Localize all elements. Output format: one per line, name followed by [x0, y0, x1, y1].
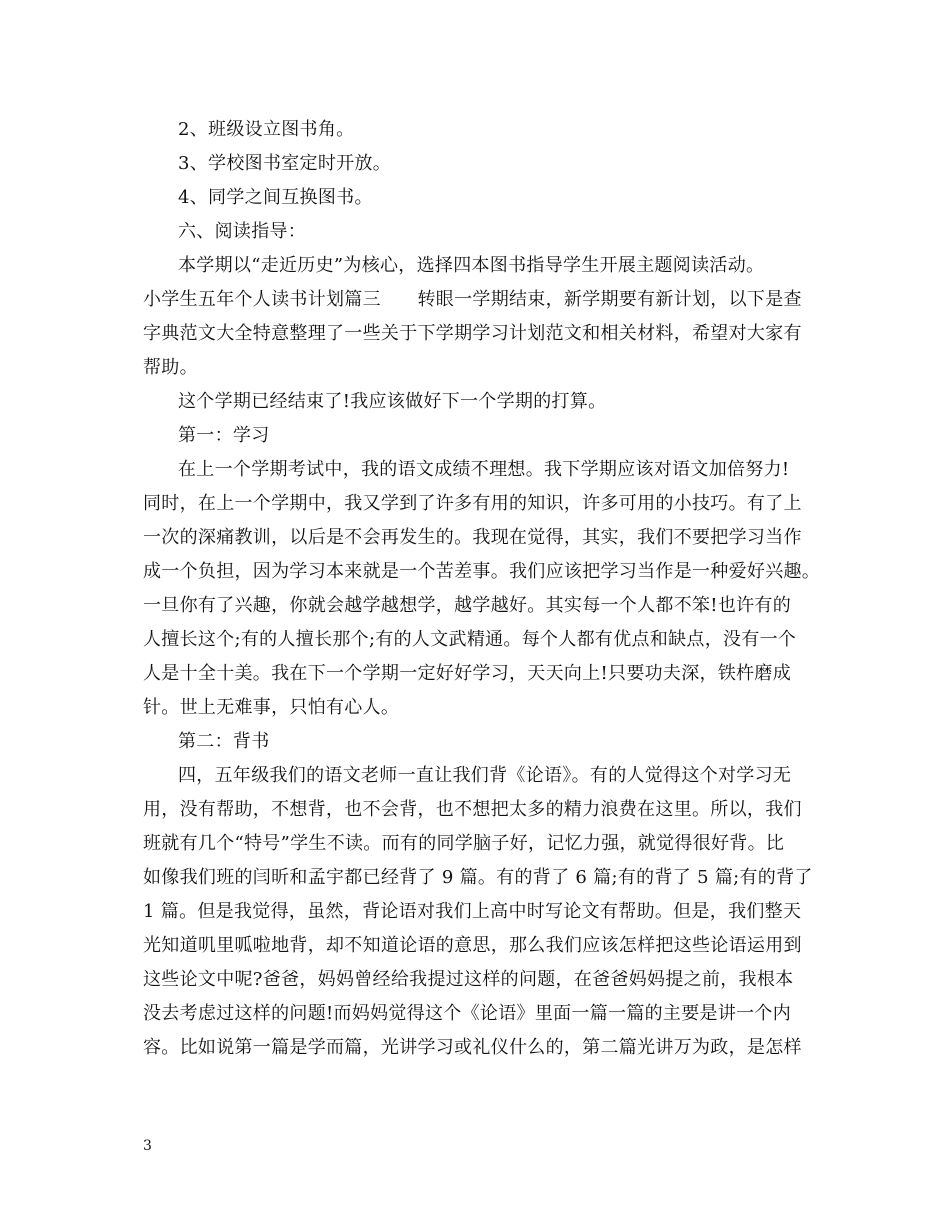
text-line: 光知道叽里呱啦地背，却不知道论语的意思，那么我们应该怎样把这些论语运用到 — [143, 935, 802, 956]
page-number: 3 — [143, 1138, 152, 1154]
text-line: 1 篇。但是我觉得，虽然，背论语对我们上高中时写论文有帮助。但是，我们整天 — [143, 901, 802, 922]
section-heading: 第二：背书 — [178, 731, 270, 752]
text-line: 人擅长这个;有的人擅长那个;有的人文武精通。每个人都有优点和缺点，没有一个 — [143, 629, 797, 650]
text-line: 四，五年级我们的语文老师一直让我们背《论语》。有的人觉得这个对学习无 — [178, 765, 792, 786]
text-line: 容。比如说第一篇是学而篇，光讲学习或礼仪什么的，第二篇光讲万为政，是怎样 — [143, 1037, 802, 1058]
text-line: 人是十全十美。我在下一个学期一定好好学习，天天向上!只要功夫深，铁杵磨成 — [143, 663, 792, 684]
text-line: 2、班级设立图书角。 — [178, 119, 355, 140]
text-line: 班就有几个“特号”学生不读。而有的同学脑子好，记忆力强，就觉得很好背。比 — [143, 833, 785, 854]
text-line: 这个学期已经结束了!我应该做好下一个学期的打算。 — [178, 391, 607, 412]
text-line: 如像我们班的闫昕和孟宇都已经背了 9 篇。有的背了 6 篇;有的背了 5 篇;有的背了 — [143, 867, 813, 888]
text-line: 字典范文大全特意整理了一些关于下学期学习计划范文和相关材料，希望对大家有 — [143, 323, 802, 344]
section-heading: 第一：学习 — [178, 425, 270, 446]
text-line: 成一个负担，因为学习本来就是一个苦差事。我们应该把学习当作是一种爱好兴趣。 — [143, 561, 821, 582]
text-line: 本学期以“走近历史”为核心，选择四本图书指导学生开展主题阅读活动。 — [178, 255, 765, 276]
text-line: 用，没有帮助，不想背，也不会背，也不想把太多的精力浪费在这里。所以，我们 — [143, 799, 802, 820]
text-line: 同时，在上一个学期中，我又学到了许多有用的知识，许多可用的小技巧。有了上 — [143, 493, 802, 514]
text-line: 一旦你有了兴趣，你就会越学越想学，越学越好。其实每一个人都不笨!也许有的 — [143, 595, 792, 616]
text-line: 在上一个学期考试中，我的语文成绩不理想。我下学期应该对语文加倍努力! — [178, 459, 790, 480]
text-line: 4、同学之间互换图书。 — [178, 187, 373, 208]
text-line: 没去考虑过这样的问题!而妈妈觉得这个《论语》里面一篇一篇的主要是讲一个内 — [143, 1003, 792, 1024]
text-line: 一次的深痛教训，以后是不会再发生的。我现在觉得，其实，我们不要把学习当作 — [143, 527, 802, 548]
text-line: 帮助。 — [143, 357, 198, 378]
text-line: 针。世上无难事，只怕有心人。 — [143, 697, 400, 718]
text-line: 3、学校图书室定时开放。 — [178, 153, 392, 174]
text-line: 这些论文中呢?爸爸，妈妈曾经给我提过这样的问题，在爸爸妈妈提之前，我根本 — [143, 969, 794, 990]
section-heading: 六、阅读指导： — [178, 221, 307, 242]
document-body — [143, 113, 823, 1065]
text-line: 小学生五年个人读书计划篇三 转眼一学期结束，新学期要有新计划，以下是查 — [143, 289, 802, 310]
